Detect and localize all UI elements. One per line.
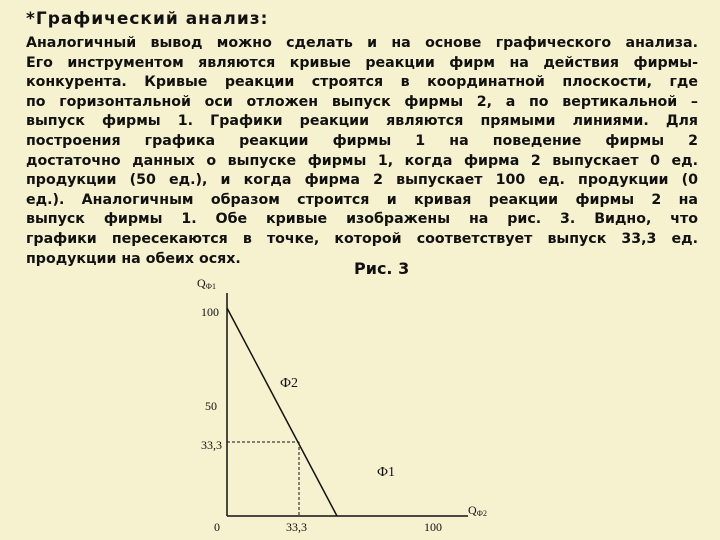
paragraph-line: Аналогичный вывод можно сделать и на основе графического анализа. [26, 35, 698, 51]
section-title: *Графический анализ: [26, 9, 269, 29]
x-axis-label: QФ2 [468, 503, 487, 518]
paragraph-line: достаточно данных о выпуске фирмы 1, когда фирма 2 выпускает 0 ед. [26, 152, 698, 169]
paragraph-line: Его инструментом являются кривые реакции фирм на действия фирмы- [26, 54, 698, 71]
series-label-f2: Ф2 [280, 376, 299, 391]
paragraph-line: по горизонтальной оси отложен выпуск фирмы 2, а по вертикальной – [26, 93, 698, 110]
x-axis-label-sub: Ф2 [476, 509, 487, 518]
paragraph-line: выпуск фирмы 1. Графики реакции являются прямыми линиями. Для [26, 113, 698, 130]
x-tick-label: 100 [424, 520, 442, 534]
y-tick-label: 100 [201, 305, 219, 319]
y-axis-label-sub: Ф1 [205, 282, 216, 291]
x-tick-label: 0 [214, 520, 220, 534]
curve-label-f1: Ф1 [377, 465, 396, 480]
y-tick-label: 33,3 [201, 438, 222, 452]
paragraph-line: построения графика реакции фирмы 1 на поведение фирмы 2 [26, 132, 698, 149]
y-tick-label: 50 [205, 399, 217, 413]
paragraph-line: продукции (50 ед.), и когда фирма 2 выпускает 100 ед. продукции (0 [26, 172, 698, 189]
figure-caption: Рис. 3 [354, 259, 410, 278]
paragraph-line: графики пересекаются в точке, которой соответствует выпуск 33,3 ед. [26, 230, 698, 247]
paragraph-line: конкурента. Кривые реакции строятся в координатной плоскости, где [26, 74, 698, 91]
paragraph-line: продукции на обеих осях. [26, 250, 241, 267]
series-line-f2 [227, 308, 337, 516]
paragraph-line: ед.). Аналогичным образом строится и кривая реакции фирмы 2 на [26, 191, 698, 208]
y-axis-label: QФ1 [197, 276, 216, 291]
x-tick-label: 33,3 [286, 520, 307, 534]
paragraph-line: выпуск фирмы 1. Обе кривые изображены на рис. 3. Видно, что [26, 211, 698, 228]
